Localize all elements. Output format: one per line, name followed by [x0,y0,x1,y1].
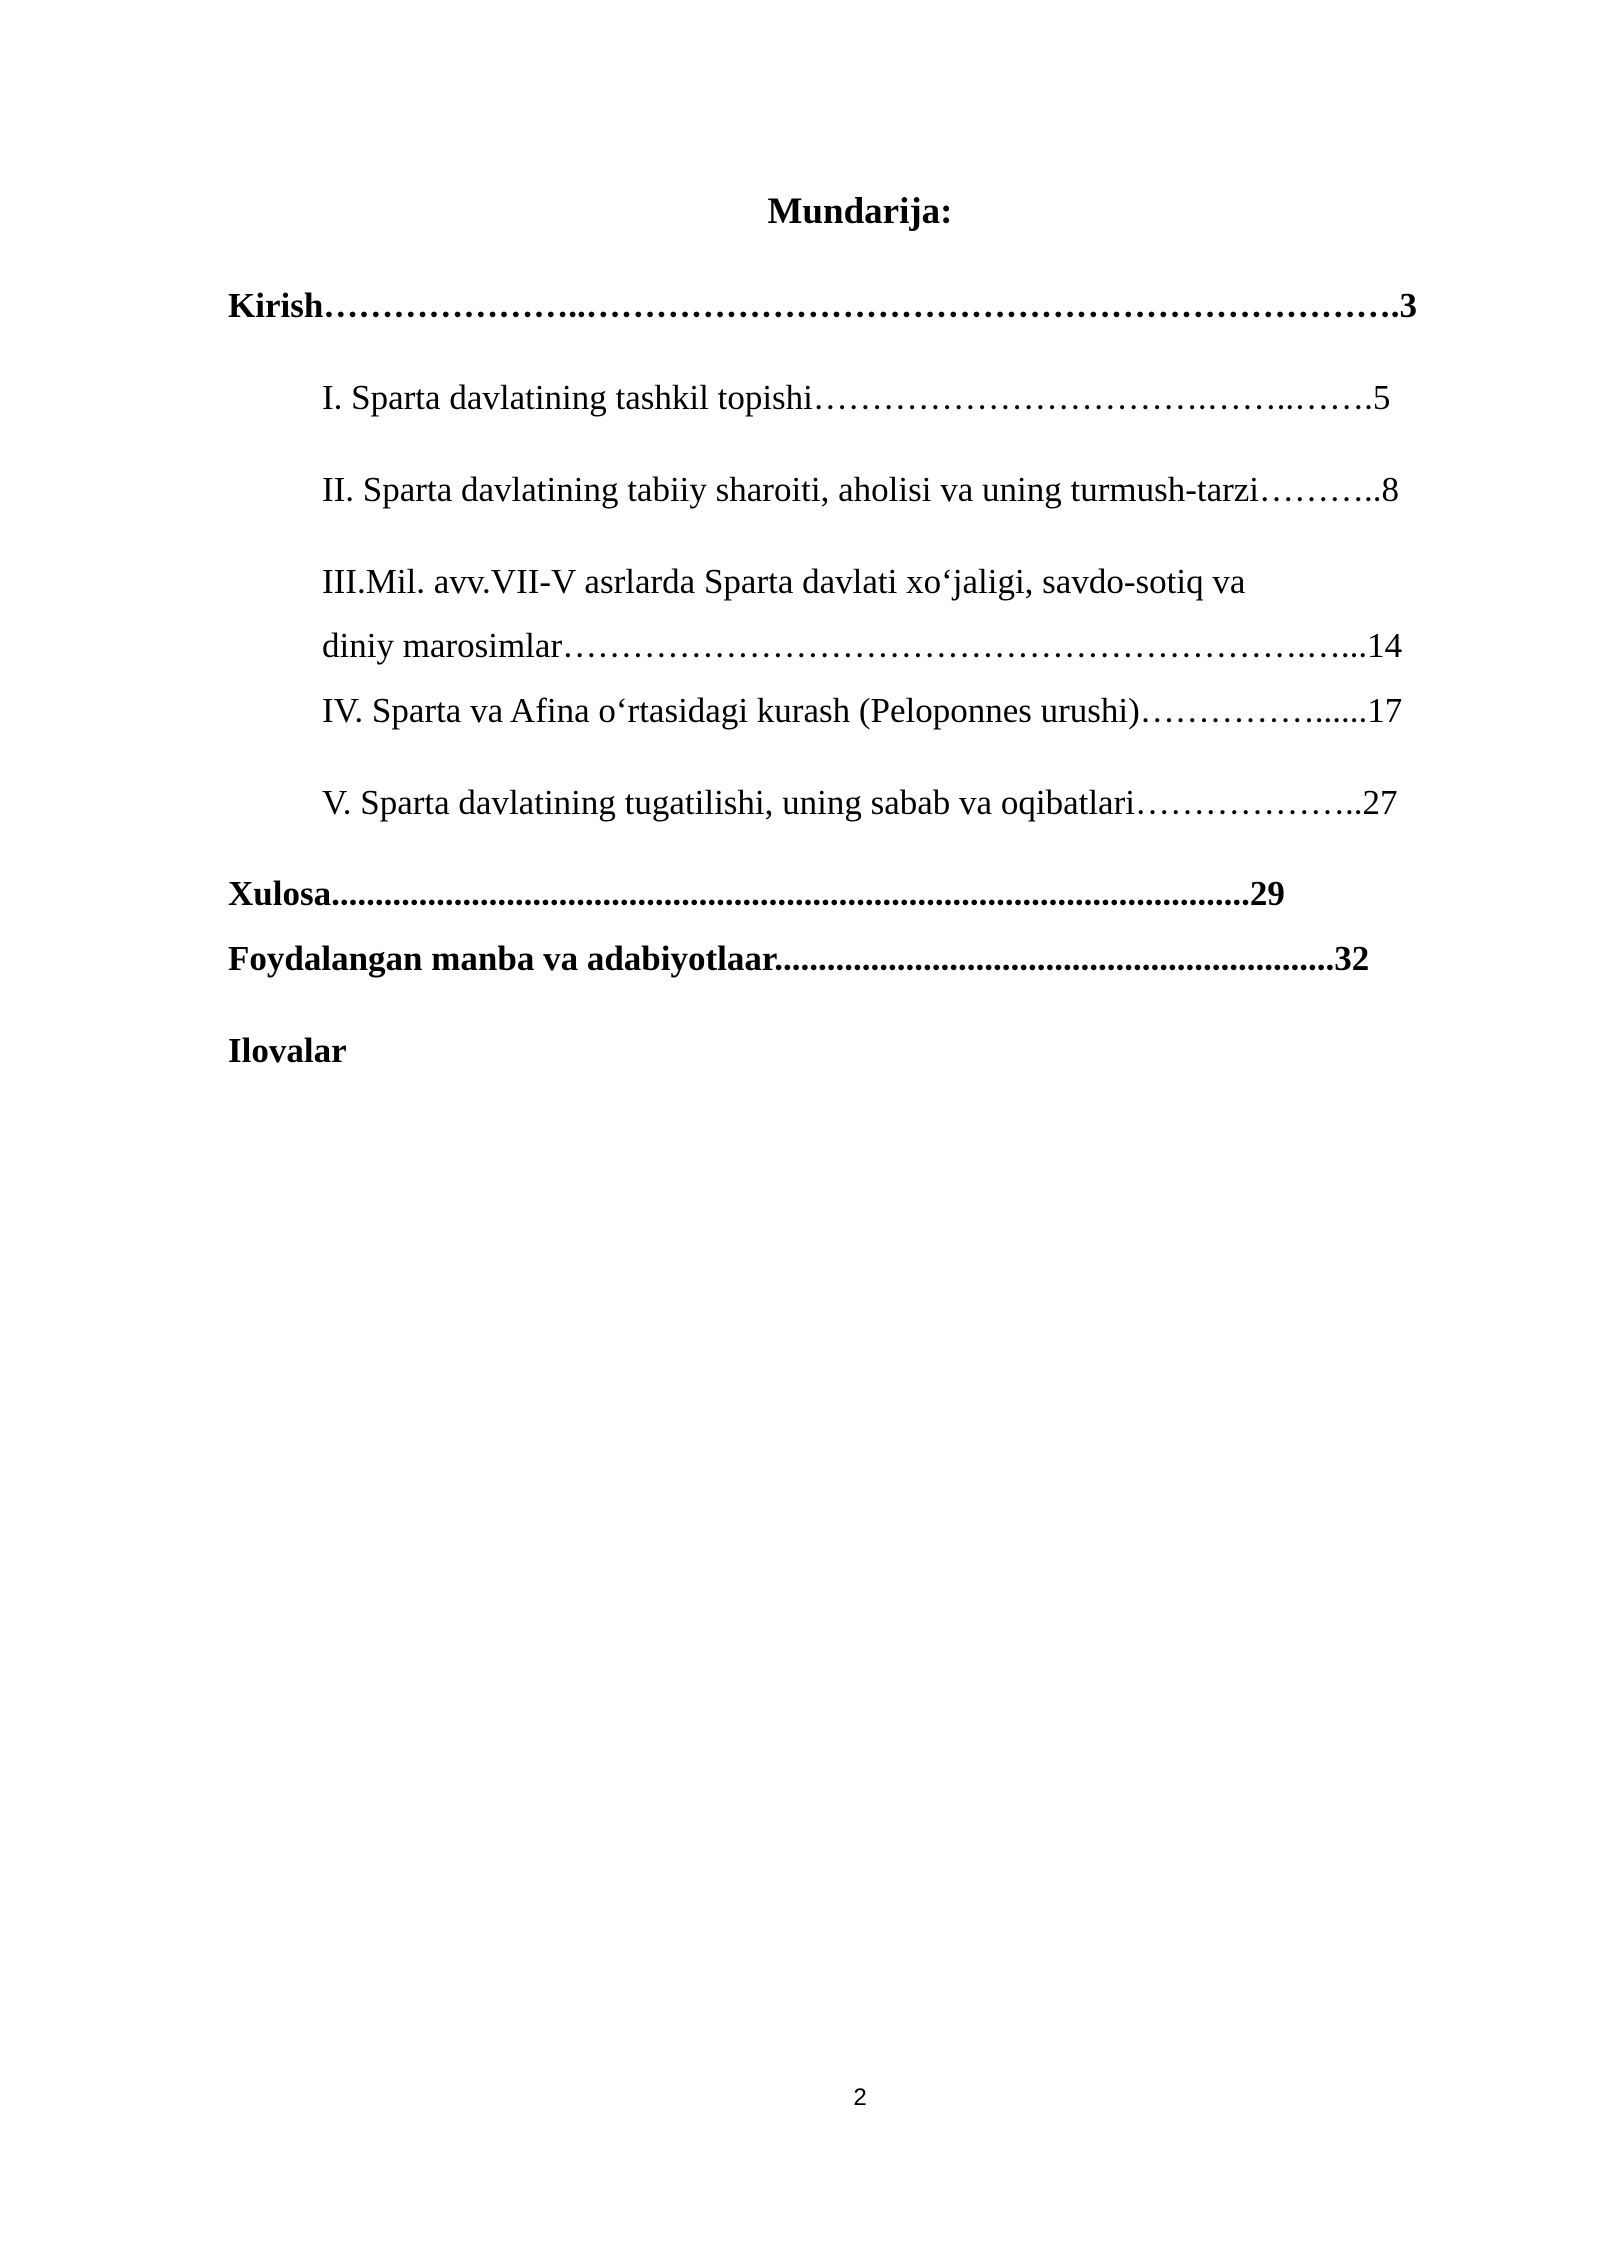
toc-entry-xulosa: Xulosa.........................................................................................................29 [228,874,1285,913]
toc-entry-kirish: Kirish…………………..…………………………………………………………….3 [228,286,1418,325]
toc-entry-foydalangan: Foydalangan manba va adabiyotlaar................................................................32 [228,939,1370,978]
toc-entry-5: V. Sparta davlatining tugatilishi, uning sabab va oqibatlari………………..27 [322,783,1398,822]
toc-entry-4: IV. Sparta va Afina o‘rtasidagi kurash (Peloponnes urushi)……………......17 [322,691,1403,730]
toc-entry-1: I. Sparta davlatining tashkil topishi…………………………….……..…….5 [322,378,1391,417]
toc-entry-2: II. Sparta davlatining tabiiy sharoiti, aholisi va uning turmush-tarzi………..8 [322,470,1400,509]
toc-title: Mundarija: [767,191,953,232]
toc-entry-3-line-1: III.Mil. avv.VII-V asrlarda Sparta davlati xo‘jaligi, savdo-sotiq va [322,562,1246,601]
page-number: 2 [853,2084,867,2111]
toc-entry-3-line-2: diniy marosimlar……………………………………………………….…...14 [322,626,1403,665]
toc-entry-ilovalar: Ilovalar [228,1031,347,1070]
